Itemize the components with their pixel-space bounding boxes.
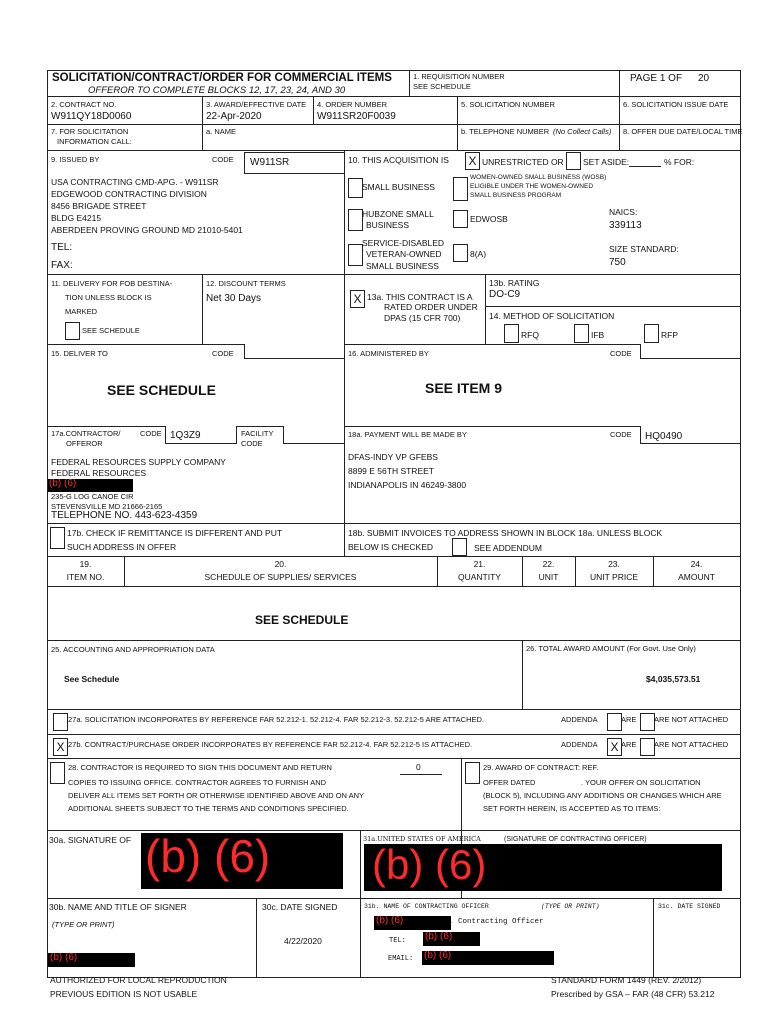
form-title: SOLICITATION/CONTRACT/ORDER FOR COMMERCIAL ITEMS bbox=[52, 72, 392, 84]
small-business-checkbox[interactable] bbox=[348, 178, 363, 198]
pct-for-label: % FOR: bbox=[664, 157, 695, 167]
deliver-to-label: 15. DELIVER TO bbox=[51, 349, 108, 358]
sdvosb-label: VETERAN-OWNED bbox=[366, 249, 442, 259]
facility-code-label: FACILITY bbox=[241, 429, 274, 438]
size-standard-value: 750 bbox=[609, 257, 626, 268]
contractor-phone: TELEPHONE NO. 443-623-4359 bbox=[51, 510, 198, 521]
award-date-label: 3. AWARD/EFFECTIVE DATE bbox=[206, 100, 307, 109]
28-copies-line bbox=[400, 774, 442, 775]
31b-tel-redaction: (b) (6) bbox=[423, 932, 480, 946]
col-schedule: SCHEDULE OF SUPPLIES/ SERVICES bbox=[204, 572, 357, 582]
col-schedule: 20. bbox=[274, 559, 287, 569]
eight-a-label: 8(A) bbox=[470, 249, 487, 259]
30b-redaction: (b) (6) bbox=[48, 953, 135, 967]
30a-redaction: (b) (6) bbox=[141, 833, 343, 889]
set-aside-checkbox[interactable] bbox=[566, 152, 581, 170]
delivery-fob-label: MARKED bbox=[65, 307, 98, 316]
col-amount: 24. bbox=[690, 559, 703, 569]
27a-addenda: ADDENDA bbox=[561, 715, 598, 724]
page-total: 20 bbox=[698, 73, 710, 84]
31b-email-redaction: (b) (6) bbox=[422, 951, 554, 965]
address-line: ABERDEEN PROVING GROUND MD 21010-5401 bbox=[51, 225, 243, 235]
30a-signature-label: 30a. SIGNATURE OF bbox=[49, 835, 132, 845]
address-line: BLDG E4215 bbox=[51, 213, 102, 223]
31b-email-label: EMAIL: bbox=[388, 955, 414, 963]
rated-order-checkbox[interactable]: X bbox=[350, 290, 365, 308]
discount-terms-label: 12. DISCOUNT TERMS bbox=[206, 279, 286, 288]
rfq-label: RFQ bbox=[521, 330, 539, 340]
set-aside-label: SET ASIDE: bbox=[583, 157, 630, 167]
27b-label: 27b. CONTRACT/PURCHASE ORDER INCORPORATES BY REFERENCE FAR 52.212-4. FAR 52.212-5 IS ATTACHED. bbox=[68, 740, 473, 749]
see-schedule-checkbox[interactable] bbox=[65, 322, 80, 340]
29-checkbox[interactable] bbox=[465, 762, 480, 784]
form-subtitle: OFFEROR TO COMPLETE BLOCKS 12, 17, 23, 24, AND 30 bbox=[88, 85, 346, 96]
27b-are: ARE bbox=[621, 740, 637, 749]
total-award-value: $4,035,573.51 bbox=[646, 674, 701, 684]
29-your-offer: . YOUR OFFER ON SOLICITATION bbox=[581, 778, 701, 787]
eight-a-checkbox[interactable] bbox=[453, 244, 468, 262]
27a-are-checkbox[interactable] bbox=[607, 713, 622, 731]
naics-label: NAICS: bbox=[609, 207, 638, 217]
30c-value: 4/22/2020 bbox=[284, 936, 322, 946]
facility-code-box bbox=[283, 426, 344, 444]
27b-are-checkbox[interactable]: X bbox=[607, 738, 622, 756]
total-award-label: 26. TOTAL AWARD AMOUNT (For Govt. Use Only) bbox=[526, 644, 696, 653]
contractor-label: 17a.CONTRACTOR/ bbox=[51, 429, 121, 438]
sdvosb-label: SERVICE-DISABLED bbox=[362, 238, 445, 248]
col-unit: 22. bbox=[542, 559, 555, 569]
edwosb-checkbox[interactable] bbox=[453, 210, 468, 228]
wosb-label: ELIGIBLE UNDER THE WOMEN-OWNED bbox=[470, 183, 594, 190]
administered-by-value: SEE ITEM 9 bbox=[425, 380, 503, 396]
footer-left-2: PREVIOUS EDITION IS NOT USABLE bbox=[50, 989, 198, 999]
31b-name-redaction: (b) (6) bbox=[374, 916, 451, 930]
27b-are-not-checkbox[interactable] bbox=[640, 738, 655, 756]
order-no-label: 4. ORDER NUMBER bbox=[317, 100, 388, 109]
rfp-label: RFP bbox=[661, 330, 678, 340]
address-line: USA CONTRACTING CMD-APG. - W911SR bbox=[51, 177, 219, 187]
col-unit-price: UNIT PRICE bbox=[589, 572, 639, 582]
payment-address: INDIANAPOLIS IN 46249-3800 bbox=[348, 480, 467, 490]
see-schedule-label: SEE SCHEDULE bbox=[82, 326, 140, 335]
28-copies: 0 bbox=[416, 762, 421, 772]
contract-no-value: W911QY18D0060 bbox=[51, 111, 132, 122]
delivery-fob-label: 11. DELIVERY FOR FOB DESTINA- bbox=[51, 279, 173, 288]
col-quantity: QUANTITY bbox=[458, 572, 501, 582]
rating-label: 13b. RATING bbox=[489, 278, 540, 288]
28-text: COPIES TO ISSUING OFFICE. CONTRACTOR AGREES TO FURNISH AND bbox=[68, 778, 327, 787]
ifb-label: IFB bbox=[591, 330, 605, 340]
remittance-checkbox[interactable] bbox=[50, 527, 65, 549]
contractor-label-2: OFFEROR bbox=[66, 439, 103, 448]
hubzone-label: HUBZONE SMALL bbox=[362, 209, 434, 219]
payment-code: HQ0490 bbox=[645, 431, 683, 442]
name-label: a. NAME bbox=[206, 127, 237, 136]
28-text: ADDITIONAL SHEETS SUBJECT TO THE TERMS AND CONDITIONS SPECIFIED. bbox=[68, 804, 349, 813]
issued-by-tel: TEL: bbox=[51, 242, 73, 253]
see-addendum-checkbox[interactable] bbox=[452, 538, 467, 556]
remittance-label-2: SUCH ADDRESS IN OFFER bbox=[67, 542, 177, 552]
requisition-value: SEE SCHEDULE bbox=[413, 82, 471, 91]
31b-title: , Contracting Officer bbox=[449, 918, 544, 926]
issued-by-code: W911SR bbox=[250, 157, 290, 168]
rating-value: DO-C9 bbox=[489, 289, 521, 300]
invoice-label: 18b. SUBMIT INVOICES TO ADDRESS SHOWN IN BLOCK 18a. UNLESS BLOCK bbox=[348, 528, 663, 538]
col-item-no: 19. bbox=[79, 559, 92, 569]
sdvosb-checkbox[interactable] bbox=[348, 244, 363, 266]
schedule-body: SEE SCHEDULE bbox=[255, 613, 349, 627]
remittance-label: 17b. CHECK IF REMITTANCE IS DIFFERENT AND PUT bbox=[67, 528, 283, 538]
method-label: 14. METHOD OF SOLICITATION bbox=[489, 311, 615, 321]
footer-right-2: Prescribed by GSA – FAR (48 CFR) 53.212 bbox=[551, 989, 715, 999]
27b-checkbox[interactable]: X bbox=[53, 738, 68, 756]
page-label: PAGE 1 OF bbox=[630, 73, 683, 84]
27a-are: ARE bbox=[621, 715, 637, 724]
administered-by-code-label: CODE bbox=[610, 349, 632, 358]
28-label: 28. CONTRACTOR IS REQUIRED TO SIGN THIS DOCUMENT AND RETURN bbox=[68, 763, 332, 772]
27a-are-not-checkbox[interactable] bbox=[640, 713, 655, 731]
contractor-name: FEDERAL RESOURCES SUPPLY COMPANY bbox=[51, 457, 226, 467]
deliver-to-code-box bbox=[244, 344, 345, 359]
phone-label: b. TELEPHONE NUMBER bbox=[461, 127, 550, 136]
30c-label: 30c. DATE SIGNED bbox=[262, 902, 338, 912]
rated-order-label: 13a. THIS CONTRACT IS A bbox=[367, 292, 473, 302]
info-call-label-2: INFORMATION CALL: bbox=[57, 137, 132, 146]
naics-value: 339113 bbox=[609, 220, 642, 231]
wosb-checkbox[interactable] bbox=[453, 177, 468, 201]
31b-label: 31b. NAME OF CONTRACTING OFFICER bbox=[364, 903, 489, 910]
contract-no-label: 2. CONTRACT NO. bbox=[51, 100, 117, 109]
ifb-checkbox[interactable] bbox=[574, 324, 589, 343]
address-line: 8456 BRIGADE STREET bbox=[51, 201, 147, 211]
footer-right-1: STANDARD FORM 1449 (REV. 2/2012) bbox=[551, 975, 702, 985]
address-line: EDGEWOOD CONTRACTING DIVISION bbox=[51, 189, 207, 199]
deliver-to-code-label: CODE bbox=[212, 349, 234, 358]
27b-are-not: ARE NOT ATTACHED bbox=[654, 740, 729, 749]
acquisition-label: 10. THIS ACQUISITION IS bbox=[348, 155, 449, 165]
30b-note: (TYPE OR PRINT) bbox=[52, 920, 115, 929]
27a-are-not: ARE NOT ATTACHED bbox=[654, 715, 729, 724]
rated-order-label: DPAS (15 CFR 700) bbox=[384, 313, 461, 323]
29-offer-dated: OFFER DATED bbox=[483, 778, 536, 787]
edwosb-label: EDWOSB bbox=[470, 214, 508, 224]
29-text: SET FORTH HEREIN, IS ACCEPTED AS TO ITEMS: bbox=[483, 804, 661, 813]
requisition-label: 1. REQUISITION NUMBER bbox=[413, 72, 505, 81]
footer-left-1: AUTHORIZED FOR LOCAL REPRODUCTION bbox=[50, 975, 227, 985]
size-standard-label: SIZE STANDARD: bbox=[609, 244, 679, 254]
contractor-name-2: FEDERAL RESOURCES bbox=[51, 468, 147, 478]
27b-addenda: ADDENDA bbox=[561, 740, 598, 749]
payment-address: DFAS-INDY VP GFEBS bbox=[348, 452, 438, 462]
set-aside-pct-line bbox=[629, 166, 661, 167]
unrestricted-label: UNRESTRICTED OR bbox=[482, 157, 564, 167]
phone-note: (No Collect Calls) bbox=[553, 127, 612, 136]
solicitation-no-label: 5. SOLICITATION NUMBER bbox=[461, 100, 555, 109]
30b-label: 30b. NAME AND TITLE OF SIGNER bbox=[49, 902, 187, 912]
31c-label: 31c. DATE SIGNED bbox=[658, 903, 721, 910]
delivery-fob-label: TION UNLESS BLOCK IS bbox=[65, 293, 152, 302]
unrestricted-checkbox[interactable]: X bbox=[465, 152, 480, 170]
deliver-to-value: SEE SCHEDULE bbox=[107, 382, 216, 398]
29-text: (BLOCK 5), INCLUDING ANY ADDITIONS OR CHANGES WHICH ARE bbox=[483, 791, 722, 800]
31a-label: 31a.UNITED STATES OF AMERICA bbox=[363, 835, 481, 843]
hubzone-checkbox[interactable] bbox=[348, 209, 363, 231]
27a-label: 27a. SOLICITATION INCORPORATES BY REFERENCE FAR 52.212-1. 52.212-4. FAR 52.212-3. 52.212-5 ARE ATTACHED. bbox=[68, 715, 484, 724]
rated-order-label: RATED ORDER UNDER bbox=[384, 302, 478, 312]
issued-by-fax: FAX: bbox=[51, 260, 73, 271]
facility-code-label-2: CODE bbox=[241, 439, 263, 448]
27a-checkbox[interactable] bbox=[53, 713, 68, 731]
info-call-label: 7. FOR SOLICITATION bbox=[51, 127, 129, 136]
28-checkbox[interactable] bbox=[50, 762, 65, 784]
31b-tel-label: TEL: bbox=[389, 937, 406, 945]
administered-by-code-box bbox=[640, 344, 741, 359]
sdvosb-label: SMALL BUSINESS bbox=[366, 261, 439, 271]
col-unit: UNIT bbox=[538, 572, 559, 582]
offer-due-label: 8. OFFER DUE DATE/LOCAL TIME bbox=[623, 127, 743, 136]
payment-address: 8899 E 56TH STREET bbox=[348, 466, 434, 476]
payment-label: 18a. PAYMENT WILL BE MADE BY bbox=[348, 430, 467, 439]
31a-note: (SIGNATURE OF CONTRACTING OFFICER) bbox=[504, 836, 647, 843]
small-business-label: SMALL BUSINESS bbox=[362, 182, 435, 192]
award-date-value: 22-Apr-2020 bbox=[206, 111, 262, 122]
order-no-value: W911SR20F0039 bbox=[317, 111, 396, 122]
contractor-code-label: CODE bbox=[140, 429, 162, 438]
contractor-city: STEVENSVILLE MD 21666-2165 bbox=[51, 502, 163, 511]
31b-note: (TYPE OR PRINT) bbox=[541, 903, 600, 910]
redaction: (b) (6) bbox=[48, 479, 133, 492]
discount-terms-value: Net 30 Days bbox=[206, 293, 262, 304]
see-addendum-label: SEE ADDENDUM bbox=[474, 543, 543, 553]
administered-by-label: 16. ADMINISTERED BY bbox=[348, 349, 429, 358]
contractor-code: 1Q3Z9 bbox=[170, 430, 201, 441]
31a-redaction: (b) (6) bbox=[364, 844, 722, 891]
col-amount: AMOUNT bbox=[678, 572, 715, 582]
invoice-label-2: BELOW IS CHECKED bbox=[348, 542, 434, 552]
col-unit-price: 23. bbox=[608, 559, 620, 569]
accounting-value: See Schedule bbox=[64, 674, 120, 684]
rfq-checkbox[interactable] bbox=[504, 324, 519, 343]
accounting-label: 25. ACCOUNTING AND APPROPRIATION DATA bbox=[51, 645, 215, 654]
wosb-label: SMALL BUSINESS PROGRAM bbox=[470, 192, 562, 199]
rfp-checkbox[interactable] bbox=[644, 324, 659, 343]
contractor-street: 235-G LOG CANOE CIR bbox=[51, 492, 134, 501]
29-label: 29. AWARD OF CONTRACT: REF. bbox=[483, 763, 599, 772]
col-item-no: ITEM NO. bbox=[66, 572, 105, 582]
issued-by-label: 9. ISSUED BY bbox=[51, 155, 100, 164]
payment-code-label: CODE bbox=[610, 430, 632, 439]
28-text: DELIVER ALL ITEMS SET FORTH OR OTHERWISE IDENTIFIED ABOVE AND ON ANY bbox=[68, 791, 365, 800]
hubzone-label: BUSINESS bbox=[366, 220, 409, 230]
col-quantity: 21. bbox=[473, 559, 486, 569]
issued-by-code-label: CODE bbox=[212, 155, 234, 164]
wosb-label: WOMEN-OWNED SMALL BUSINESS (WOSB) bbox=[470, 174, 607, 181]
issue-date-label: 6. SOLICITATION ISSUE DATE bbox=[623, 100, 729, 109]
